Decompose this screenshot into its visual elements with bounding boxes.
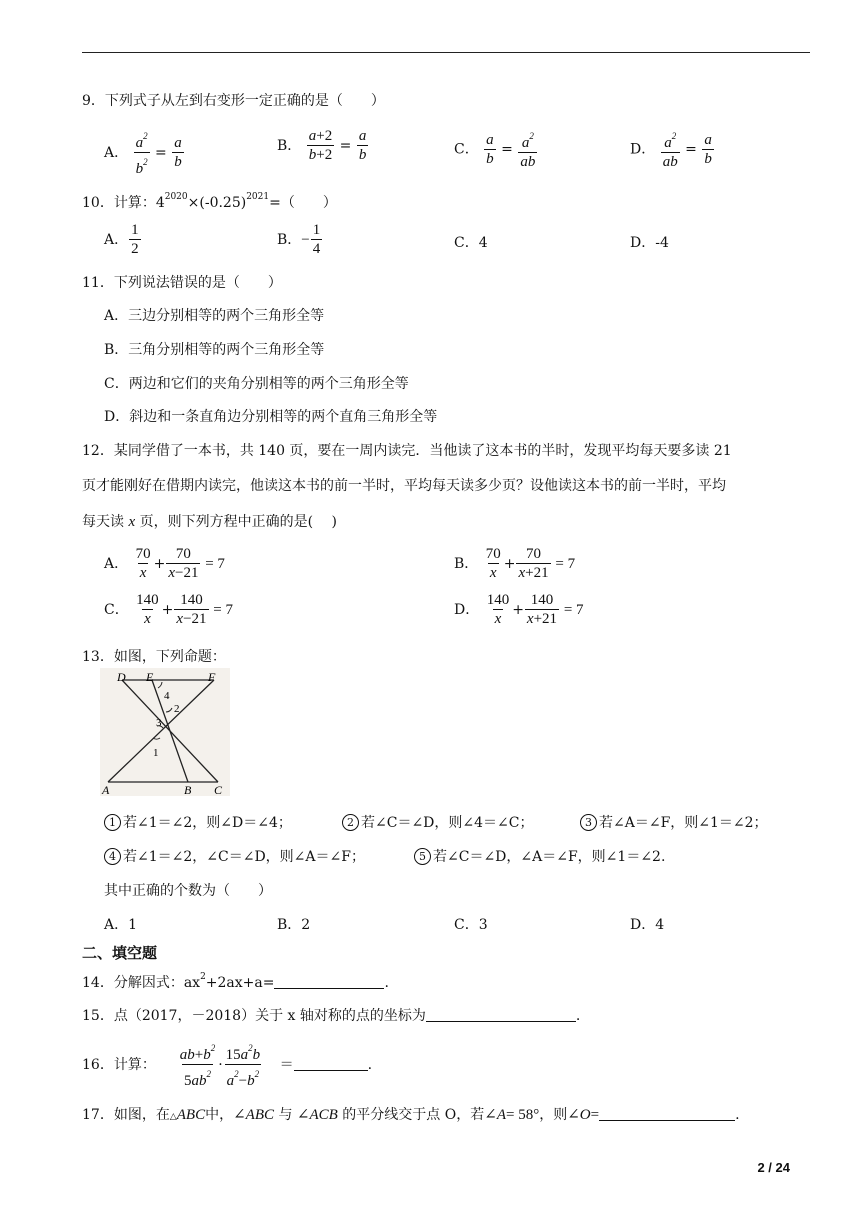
q10-option-a: A． $\frac{1}{2}$ (104, 222, 139, 257)
question-13-ask: 其中正确的个数为（ ） (104, 883, 272, 899)
question-15: 15．点（2017，－2018）关于 x 轴对称的点的坐标为 . (82, 1008, 581, 1024)
proposition-2: 2 若∠C＝∠D，则∠4＝∠C； (342, 812, 533, 832)
question-10-stem: 10．计算：$4^{2020}\times(-0.25)^{2021}=$（ ） (82, 192, 337, 211)
answer-blank-16[interactable] (294, 1056, 368, 1071)
q9-option-a: A． $\frac{a^2}{b^2}$ = $\frac{a}{b}$ (104, 131, 182, 177)
proposition-1: 1 若∠1＝∠2，则∠D＝∠4； (104, 812, 292, 832)
label-angle-4: 4 (164, 690, 170, 702)
q10-option-c: C．4 (454, 235, 488, 251)
label-b: B (184, 783, 192, 796)
header-rule (82, 52, 810, 53)
q13-option-b: B．2 (277, 917, 311, 933)
label-angle-2: 2 (174, 703, 180, 715)
q13-option-d: D．4 (630, 917, 665, 933)
q9-option-d: D． $\frac{a^2}{ab}$ = $\frac{a}{b}$ (630, 131, 712, 170)
geometry-figure (100, 668, 230, 796)
question-9-stem: 9．下列式子从左到右变形一定正确的是（ ） (82, 93, 385, 109)
section-heading: 二、填空题 (82, 944, 158, 962)
proposition-5: 5 若∠C＝∠D，∠A＝∠F，则∠1＝∠2. (414, 846, 665, 866)
label-e: E (146, 670, 154, 684)
q10-option-d: D．-4 (630, 235, 669, 251)
q10-option-b: B．− $\frac{1}{4}$ (277, 222, 321, 257)
page-number: 2 / 24 (757, 1160, 790, 1175)
q11-option-a: A．三边分别相等的两个三角形全等 (104, 308, 325, 324)
q9-option-b: B． $\frac{a+2}{b+2}$ = $\frac{a}{b}$ (277, 128, 367, 163)
q13-option-a: A．1 (104, 917, 138, 933)
q12-option-b: B． $\frac{70}{x}$ + $\frac{70}{x+21}$ = 7 (454, 546, 576, 581)
answer-blank-17[interactable] (599, 1106, 735, 1121)
question-12-line3: 每天读 x 页，则下列方程中正确的是( ) (82, 514, 337, 530)
answer-blank-14[interactable] (274, 974, 384, 989)
q13-option-c: C．3 (454, 917, 488, 933)
label-c: C (214, 783, 223, 796)
q11-option-b: B．三角分别相等的两个三角形全等 (104, 342, 325, 358)
q12-option-d: D． $\frac{140}{x}$ + $\frac{140}{x+21}$ = 7 (454, 592, 584, 627)
question-11-stem: 11．下列说法错误的是（ ） (82, 275, 282, 291)
question-17: 17．如图，在△ABC中，∠ABC 与 ∠ACB 的平分线交于点 O，若∠A= 58°，则∠O= . (82, 1107, 740, 1123)
q12-option-c: C． $\frac{140}{x}$ + $\frac{140}{x-21}$ = 7 (104, 592, 234, 627)
question-16: 16．计算： $\frac{ab+b^2}{5ab^2}$ · $\frac{15a^2b}{a^2-b^2}$ ＝ . (82, 1043, 373, 1089)
question-12-line2: 页才能刚好在借期内读完，他读这本书的前一半时，平均每天读多少页？设他读这本书的前一半时，平均 (82, 478, 726, 494)
q12-option-a: A． $\frac{70}{x}$ + $\frac{70}{x-21}$ = 7 (104, 546, 225, 581)
figure-background (100, 668, 230, 796)
proposition-3: 3 若∠A＝∠F，则∠1＝∠2； (580, 812, 768, 832)
question-13-stem: 13．如图，下列命题： (82, 649, 226, 665)
proposition-4: 4 若∠1＝∠2，∠C＝∠D，则∠A＝∠F； (104, 846, 365, 866)
label-angle-1: 1 (153, 747, 159, 759)
label-angle-3: 3 (156, 717, 162, 729)
question-14: 14．分解因式：$ax^2+2ax+a=$ . (82, 972, 389, 991)
answer-blank-15[interactable] (426, 1007, 576, 1022)
question-12-line1: 12．某同学借了一本书，共 140 页，要在一周内读完．当他读了这本书的半时，发现平均每天要多读 21 (82, 443, 732, 459)
q11-option-c: C．两边和它们的夹角分别相等的两个三角形全等 (104, 376, 409, 392)
q11-option-d: D．斜边和一条直角边分别相等的两个直角三角形全等 (104, 409, 438, 425)
label-f: F (208, 670, 216, 684)
label-d: D (117, 670, 126, 684)
label-a: A (102, 783, 110, 796)
q9-option-c: C． $\frac{a}{b}$ = $\frac{a^2}{ab}$ (454, 131, 536, 170)
